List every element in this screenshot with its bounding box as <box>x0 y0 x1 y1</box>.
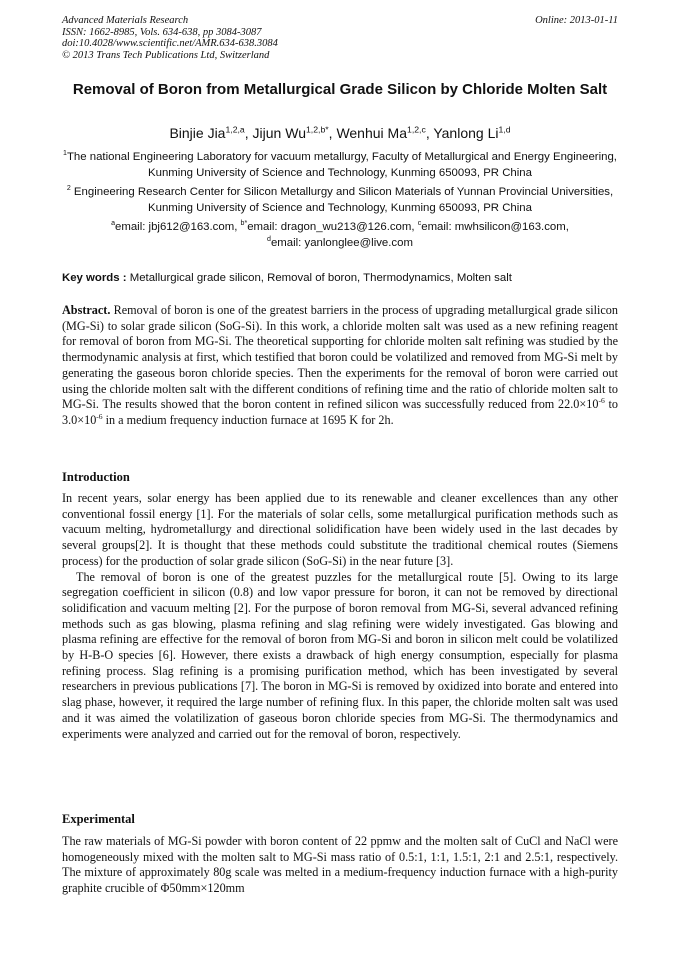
email-sup: c <box>417 220 422 228</box>
affil-text: Engineering Research Center for Silicon Metallurgy and Silicon Materials of Yunnan Provincial Universities, Kunming University of Science and Technology, Kunming 650093, PR China <box>70 186 614 214</box>
author-name: Yanlong Li <box>433 125 499 141</box>
email-c[interactable]: email: mwhsilicon@163.com, <box>421 221 569 233</box>
introduction-heading: Introduction <box>62 470 130 484</box>
affil-text: The national Engineering Laboratory for vacuum metallurgy, Faculty of Metallurgical and Energy Engineering, Kunming University of Science and Technology, Kunming 650093, PR China <box>66 151 617 179</box>
author-affil-sup: 1,d <box>498 124 511 135</box>
author-separator: , <box>328 125 337 141</box>
journal-header <box>62 15 618 61</box>
exponent: -6 <box>598 396 605 406</box>
abstract-text-mid: to 3.0×10 <box>62 397 618 427</box>
copyright: © 2013 Trans Tech Publications Ltd, Switzerland <box>62 49 270 61</box>
journal-name: Advanced Materials Research <box>62 15 189 26</box>
abstract-text: Removal of boron is one of the greatest barriers in the process of upgrading metallurgical grade silicon (MG-Si) to solar grade silicon (SoG-Si). In this work, a chloride molten salt was used as a new refining reagent for removal of boron from MG-Si. The theoretical supporting for chloride molten salt refining was studied by the thermodynamic analysis at first, which testified that boron could be volatilized and removed from MG-Si melt by generating the gaseous boron chloride species. Then the experiments for the removal of boron were carried out using the chloride molten salt with the different conditions of refining time and the ratio of chloride molten salt to MG-Si. The results showed that the boron content in refined silicon was successfully reduced from 22.0×10 <box>62 303 618 412</box>
author-separator: , <box>425 125 434 141</box>
affiliation-1 <box>62 150 618 181</box>
author-name: Wenhui Ma <box>336 125 407 141</box>
email-sup: a <box>111 220 115 228</box>
email-a[interactable]: email: jbj612@163.com, <box>115 221 241 233</box>
experimental-heading: Experimental <box>62 812 135 826</box>
abstract <box>62 303 618 429</box>
affil-sup: 1 <box>63 150 67 158</box>
affiliation-2 <box>62 185 618 216</box>
author-affil-sup: 1,2,c <box>407 124 426 135</box>
email-d[interactable]: email: yanlonglee@live.com <box>270 236 413 249</box>
author-name: Jijun Wu <box>252 125 306 141</box>
email-sup: d <box>267 235 271 243</box>
doi: doi:10.4028/www.scientific.net/AMR.634-638.3084 <box>62 38 278 49</box>
affil-sup: 2 <box>66 185 71 193</box>
author-name: Binjie Jia <box>169 125 226 141</box>
keywords-label: Key words : <box>62 272 130 284</box>
online-date: Online: 2013-01-11 <box>535 15 618 26</box>
email-b[interactable]: email: dragon_wu213@126.com, <box>247 221 418 233</box>
author-affil-sup: 1,2,a <box>225 124 245 135</box>
paper-title: Removal of Boron from Metallurgical Grade Silicon by Chloride Molten Salt <box>72 81 608 98</box>
issn: ISSN: 1662-8985, Vols. 634-638, pp 3084-3087 <box>62 26 262 38</box>
introduction-body <box>62 491 618 742</box>
intro-paragraph-2: The removal of boron is one of the greatest puzzles for the metallurgical route [5]. Owing to its large segregation coefficient in silicon (0.8) and low vapor pressure for boron, it can not be removed by directional solidification and vacuum melting [2]. For the purpose of boron removal from MG-Si, several advanced refining methods such as gas blowing, plasma refining and slag refining were widely investigated. Gas blowing and plasma refining are effective for the removal of boron from MG-Si and boron in silicon melt could be volatilized by H-B-O species [6]. However, there exists a drawback of high energy consumption, especially for plasma refining process. Slag refining is a promising purification method, which has been investigated by several researchers in previous publications [7]. The boron in MG-Si is removed by oxidized into borate and entered into slag phase, however, it required the large number of refining flux. In this paper, the chloride molten salt was used and it was aimed the volatilization of gaseous boron chloride species from MG-Si. The thermodynamics and experiments were analyzed and carried out for the removal of boron, respectively. <box>62 569 618 741</box>
author-list <box>62 124 618 142</box>
email-sup: b* <box>240 220 248 228</box>
keywords-text: Metallurgical grade silicon, Removal of boron, Thermodynamics, Molten salt <box>129 272 512 284</box>
abstract-label: Abstract. <box>62 303 111 317</box>
author-separator: , <box>244 125 253 141</box>
email-list <box>62 220 618 251</box>
experimental-body <box>62 834 618 897</box>
experimental-paragraph-1: The raw materials of MG-Si powder with boron content of 22 ppmw and the molten salt of CuCl and NaCl were homogeneously mixed with the molten salt to MG-Si mass ratio of 0.5:1, 1:1, 1.5:1, 2:1 and 2.5:1, respectively. The mixture of approximately 80g scale was melted in a medium-frequency induction furnace with a high-purity graphite crucible of Φ50mm×120mm <box>62 834 618 896</box>
author-affil-sup: 1,2,b* <box>305 124 329 135</box>
exponent: -6 <box>96 411 103 421</box>
keywords <box>62 272 618 284</box>
abstract-text-end: in a medium frequency induction furnace at 1695 K for 2h. <box>102 412 394 427</box>
intro-paragraph-1: In recent years, solar energy has been applied due to its renewable and cleaner excellences than any other conventional fossil energy [1]. For the materials of solar cells, some metallurgical purification methods such as vacuum melting, hydrometallurgy and directional solidification have been widely used in the last decades by several groups[2]. It is thought that these methods could substitute the traditional chemical routes (Siemens process) for the production of solar grade silicon (SoG-Si) in the near future [3]. <box>62 491 618 568</box>
